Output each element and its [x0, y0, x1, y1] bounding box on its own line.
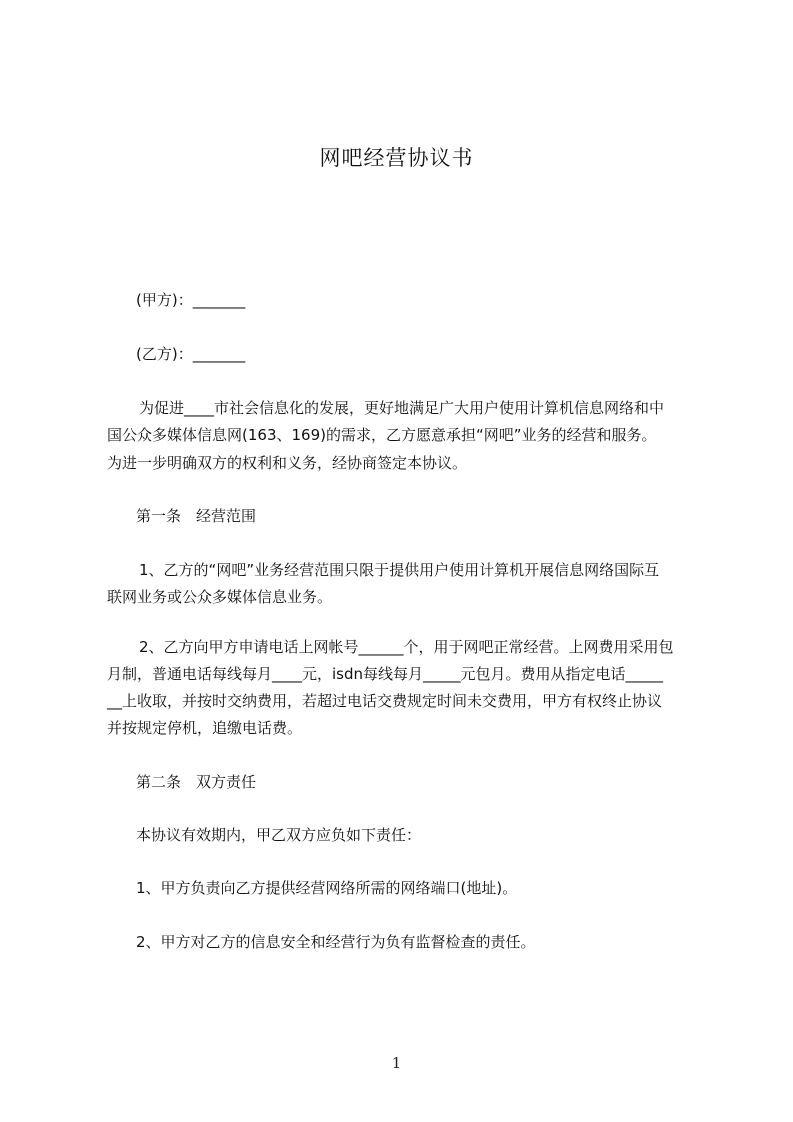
party-b-line: (乙方)：_______	[136, 345, 246, 363]
article1-clause2-line-4: 并按规定停机，追缴电话费。	[107, 719, 303, 737]
article1-clause2-line-1: 2、乙方向甲方申请电话上网帐号______个，用于网吧正常经营。上网费用采用包	[139, 638, 674, 656]
article2-clause1: 1、甲方负责向乙方提供经营网络所需的网络端口(地址)。	[136, 879, 518, 897]
page-number: 1	[391, 1054, 402, 1072]
article1-clause1-line-1: 1、乙方的“网吧”业务经营范围只限于提供用户使用计算机开展信息网络国际互	[139, 561, 660, 579]
party-a-line: (甲方)：_______	[136, 291, 246, 309]
article1-heading: 第一条 经营范围	[136, 507, 257, 525]
article1-clause2-line-2: 月制，普通电话每线每月____元，isdn每线每月_____元包月。费用从指定电话_____	[107, 665, 664, 683]
article2-heading: 第二条 双方责任	[136, 773, 257, 791]
intro-line-3: 为进一步明确双方的权利和义务，经协商签定本协议。	[107, 454, 468, 472]
article1-clause1-line-2: 联网业务或公众多媒体信息业务。	[107, 588, 333, 606]
article2-clause2: 2、甲方对乙方的信息安全和经营行为负有监督检查的责任。	[136, 933, 536, 951]
article2-intro: 本协议有效期内，甲乙双方应负如下责任：	[136, 826, 422, 844]
intro-line-1: 为促进____市社会信息化的发展，更好地满足广大用户使用计算机信息网络和中	[139, 399, 665, 417]
document-title: 网吧经营协议书	[319, 146, 474, 170]
article1-clause2-line-3: __上收取，并按时交纳费用，若超过电话交费规定时间未交费用，甲方有权终止协议	[107, 692, 663, 710]
intro-line-2: 国公众多媒体信息网(163、169)的需求，乙方愿意承担“网吧”业务的经营和服务。	[107, 426, 657, 444]
